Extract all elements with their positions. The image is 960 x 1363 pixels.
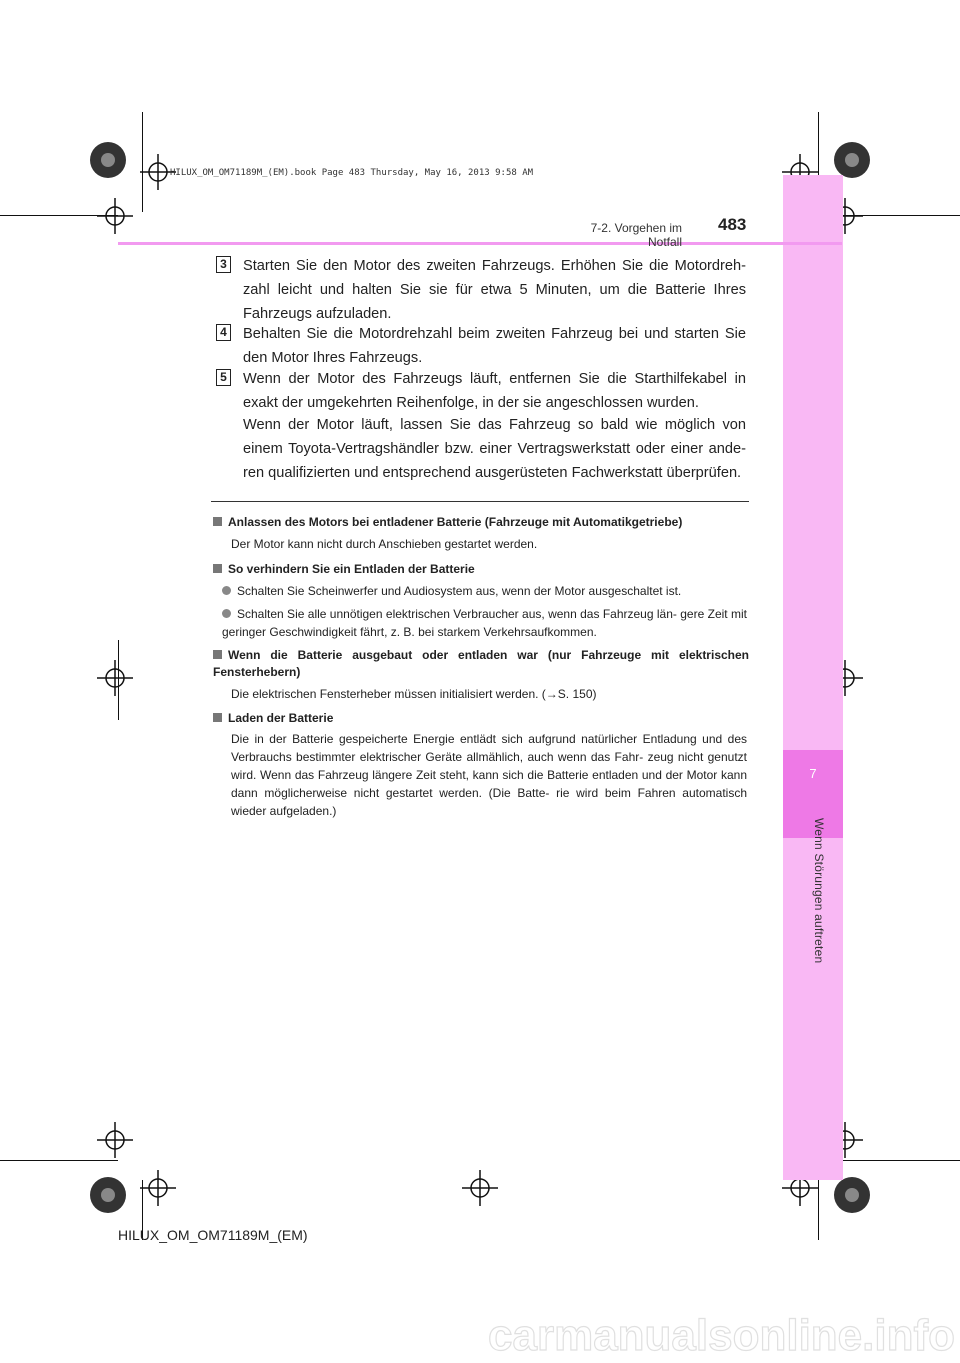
step-number: 5 [216, 369, 231, 386]
step-number: 4 [216, 324, 231, 341]
note-body: Die elektrischen Fensterheber müssen initialisiert werden. (→S. 150) [231, 687, 597, 701]
watermark-svg [0, 1300, 960, 1358]
round-bullet-icon [222, 586, 231, 595]
section-title: 7-2. Vorgehen im Notfall [590, 221, 682, 249]
note-heading: Anlassen des Motors bei entladener Batterie (Fahrzeuge mit Automatikgetriebe) [213, 514, 749, 531]
step-text: Starten Sie den Motor des zweiten Fahrzeugs. Erhöhen Sie die Motordreh- zahl leicht und halten Sie sie für etwa 5 Minuten, um die Batterie Ihres Fahrzeugs aufzuladen. [243, 258, 746, 322]
square-bullet-icon [213, 713, 222, 722]
chapter-title: Wenn Störungen auftreten [812, 818, 826, 964]
square-bullet-icon [213, 517, 222, 526]
round-bullet-icon [222, 609, 231, 618]
step-text: Wenn der Motor des Fahrzeugs läuft, entfernen Sie die Starthilfekabel in exakt der umgekehrten Reihenfolge, in der sie angeschlossen wurden. [243, 371, 746, 411]
square-bullet-icon [213, 650, 222, 659]
book-info: HILUX_OM_OM71189M_(EM).book Page 483 Thursday, May 16, 2013 9:58 AM [170, 168, 534, 178]
list-item: Schalten Sie alle unnötigen elektrischen Verbraucher aus, wenn das Fahrzeug län- gere Zeit mit geringer Geschwindigkeit fährt, z. B. bei starkem Verkehrsaufkommen. [222, 607, 747, 639]
chapter-side-band [783, 175, 843, 1180]
watermark-logo[interactable] [0, 1300, 960, 1363]
square-bullet-icon [213, 564, 222, 573]
step-5 [216, 367, 746, 415]
body-paragraph: Wenn der Motor läuft, lassen Sie das Fahrzeug so bald wie möglich von einem Toyota-Vertragshändler bzw. einer Vertragswerkstatt oder einer ande- ren qualifizierten und entsprechend ausgerüsteten Fachwerkstatt überprüfen. [243, 417, 746, 481]
watermark-text: carmanualsonline.info [488, 1311, 955, 1358]
manual-code: HILUX_OM_OM71189M_(EM) [118, 1227, 308, 1243]
chapter-number: 7 [809, 766, 817, 781]
step-number: 3 [216, 256, 231, 273]
section-divider [211, 501, 749, 502]
step-4 [216, 322, 746, 370]
note-body: Der Motor kann nicht durch Anschieben gestartet werden. [231, 537, 538, 551]
note-heading: Wenn die Batterie ausgebaut oder entladen war (nur Fahrzeuge mit elektrischen Fensterhebern) [213, 648, 749, 679]
step-3 [216, 254, 746, 326]
note-body: Die in der Batterie gespeicherte Energie entlädt sich aufgrund natürlicher Entladung und des Verbrauchs bestimmter elektrischer Geräte allmählich, auch wenn das Fahr- zeug nicht genutzt wird. Wenn das Fahrzeug längere Zeit steht, kann sich die Batterie entladen und der Motor kann dann möglicherweise nicht gestartet werden. (Die Batte- rie wird beim Fahren automatisch wieder aufgeladen.) [231, 732, 747, 818]
note-heading: Laden der Batterie [213, 710, 749, 727]
step-text: Behalten Sie die Motordrehzahl beim zweiten Fahrzeug bei und starten Sie den Motor Ihres Fahrzeugs. [243, 326, 746, 366]
note-heading: So verhindern Sie ein Entladen der Batterie [213, 561, 749, 578]
page-number: 483 [718, 215, 747, 234]
header-rule [118, 242, 842, 245]
list-item: Schalten Sie Scheinwerfer und Audiosystem aus, wenn der Motor ausgeschaltet ist. [222, 582, 747, 600]
